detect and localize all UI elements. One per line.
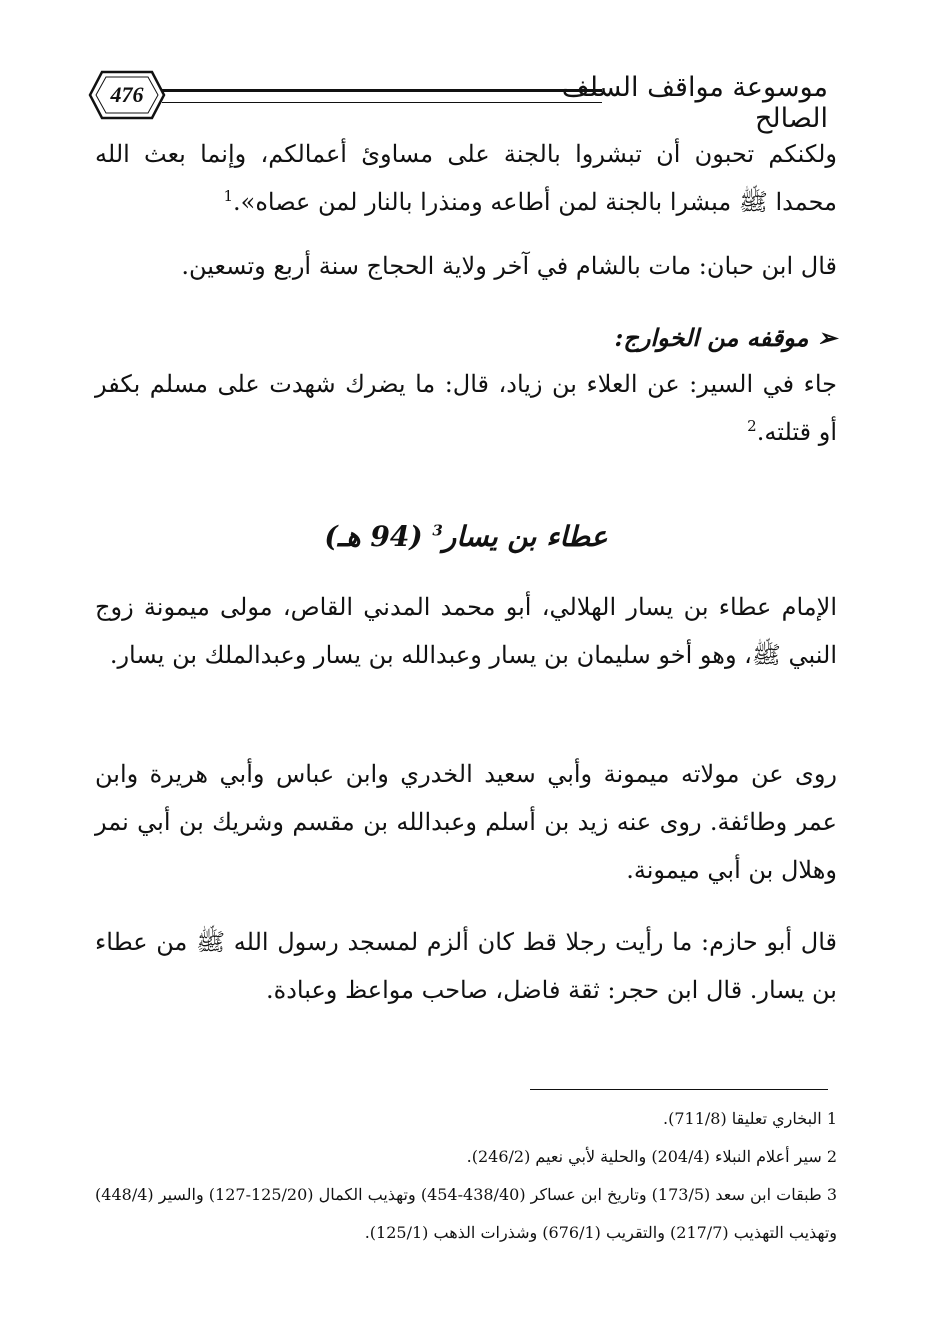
paragraph-6: قال أبو حازم: ما رأيت رجلا قط كان ألزم لمسجد رسول الله ﷺ من عطاء بن يسار. قال ابن حجر: ثقة فاضل، صاحب مواعظ وعبادة. — [95, 928, 837, 1004]
footnotes — [95, 1100, 837, 1252]
paragraph-3-text: جاء في السير: عن العلاء بن زياد، قال: ما يضرك شهدت على مسلم بكفر أو قتلته. — [95, 370, 837, 446]
section-title-name: عطاء بن يسار — [442, 520, 608, 553]
paragraph-1 — [95, 130, 837, 226]
header-rule — [162, 89, 602, 103]
paragraph-4: الإمام عطاء بن يسار الهلالي، أبو محمد المدني القاص، مولى ميمونة زوج النبي ﷺ، وهو أخو سليمان بن يسار وعبدالله بن يسار وعبدالملك بن يسار. — [95, 593, 837, 669]
footnote-rule — [530, 1089, 828, 1090]
footnote-2: 2 سير أعلام النبلاء (204/4) والحلية لأبي نعيم (246/2). — [466, 1147, 837, 1166]
section-title — [0, 520, 932, 553]
book-title: موسوعة مواقف السلف الصالح — [561, 72, 828, 134]
section-title-year: (94 هـ) — [324, 520, 423, 553]
subheading-khawarij: ➢ موقفه من الخوارج: — [614, 323, 837, 352]
page-number: 476 — [110, 82, 144, 107]
paragraph-1-text: ولكنكم تحبون أن تبشروا بالجنة على مساوئ أعمالكم، وإنما بعث الله محمدا ﷺ مبشرا بالجنة لمن أطاعه ومنذرا بالنار لمن عصاه». — [95, 140, 837, 216]
footnote-ref-1: 1 — [223, 187, 234, 205]
page-number-frame — [88, 68, 166, 122]
paragraph-2: قال ابن حبان: مات بالشام في آخر ولاية الحجاج سنة أربع وتسعين. — [181, 252, 837, 280]
page-header — [88, 62, 828, 134]
paragraph-3 — [95, 360, 837, 456]
footnote-ref-2: 2 — [747, 417, 757, 435]
footnote-1: 1 البخاري تعليقا (711/8). — [663, 1109, 837, 1128]
footnote-ref-3: 3 — [432, 521, 443, 540]
paragraph-5: روى عن مولاته ميمونة وأبي سعيد الخدري وابن عباس وأبي هريرة وابن عمر وطائفة. روى عنه زيد بن أسلم وعبدالله بن مقسم وشريك بن أبي نمر وهلال بن أبي ميمونة. — [95, 760, 837, 884]
footnote-3: 3 طبقات ابن سعد (173/5) وتاريخ ابن عساكر (438/40-454) وتهذيب الكمال (125/20-127) والسير (448/4) وتهذيب التهذيب (217/7) والتقريب (676/1) وشذرات الذهب (125/1). — [95, 1185, 837, 1242]
